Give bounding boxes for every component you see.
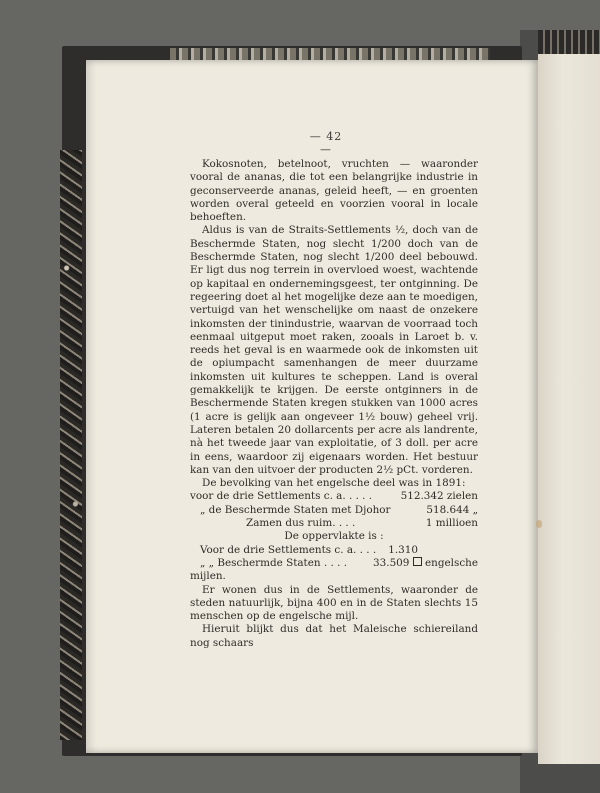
- area-row: [190, 557, 478, 570]
- population-row: [190, 504, 478, 517]
- area-row: [190, 544, 478, 557]
- paragraph-1: Kokosnoten, betelnoot, vruchten — waaronder vooral de ananas, die tot een belangrijke industrie in geconserveerde ananas, geleid heeft, — en groenten worden overal geteeld en voorzien vooral in locale behoeften.: [190, 158, 478, 224]
- page-text: [190, 158, 478, 650]
- area-label: Voor de drie Settlements c. a. . . .: [200, 543, 377, 556]
- area-label: „ „ Beschermde Staten . . . .: [200, 556, 348, 569]
- population-value: 518.644 „: [426, 503, 478, 516]
- population-label: voor de drie Settlements c. a. . . . .: [190, 490, 373, 503]
- area-heading: De oppervlakte is :: [284, 530, 384, 543]
- paragraph-5: Hieruit blijkt dus dat het Maleische schiereiland nog schaars: [190, 623, 478, 649]
- area-value: 1.310: [388, 543, 418, 556]
- population-label: Zamen dus ruim. . . .: [246, 517, 356, 530]
- area-unit-tail: mijlen.: [190, 570, 226, 583]
- population-value: 1 millioen: [425, 517, 478, 530]
- square-symbol: [413, 557, 422, 566]
- paragraph-4: Er wonen dus in de Settlements, waaronder de steden natuurlijk, bijna 400 en in de Staten slechts 15 menschen op de engelsche mijl.: [190, 583, 478, 623]
- facing-page-edge: [538, 54, 600, 764]
- paragraph-2: Aldus is van de Straits-Settlements ½, doch van de Beschermde Staten, nog slecht 1/200 doch van de Beschermde Staten, nog slecht 1/200 deel bebouwd. Er ligt dus nog terrein in overvloed woest, wachtende op kapitaal en ondernemingsgeest, ter ontginning. De regeering doet al het mogelijke deze aan te moedigen, vertuigd van het wenschelijke om naast de onzekere inkomsten der tinindustrie, waarvan de voorraad toch eenmaal uitgeput moet raken, zooals in Laroet b. v. reeds het geval is en waarmede ook de inkomsten uit de opiumpacht samenhangen de meer duurzame inkomsten uit kultures te scheppen. Land is overal gemakkelijk te krijgen. De eerste ontginners in de Beschermende Staten kregen stukken van 1000 acres (1 acre is gelijk aan ongeveer 1½ bouw) geheel vrij. Lateren betalen 20 dollarcents per acre als landrente, nà het tweede jaar van exploitatie, of 3 doll. per acre in eens, waardoor zij eigenaars worden. Het bestuur kan van den uitvoer der producten 2½ pCt. vorderen.: [190, 224, 478, 476]
- population-row: [190, 490, 478, 503]
- area-unit: engelsche: [425, 556, 478, 569]
- page-number: — 42 —: [309, 130, 343, 156]
- marbled-edge: [60, 150, 82, 740]
- area-value: 33.509: [373, 556, 410, 569]
- paragraph-3: De bevolking van het engelsche deel was in 1891:: [202, 477, 466, 490]
- population-value: 512.342 zielen: [400, 490, 478, 503]
- population-label: „ de Beschermde Staten met Djohor: [200, 503, 391, 516]
- population-total-row: [190, 517, 478, 530]
- paper-stain: [536, 520, 542, 528]
